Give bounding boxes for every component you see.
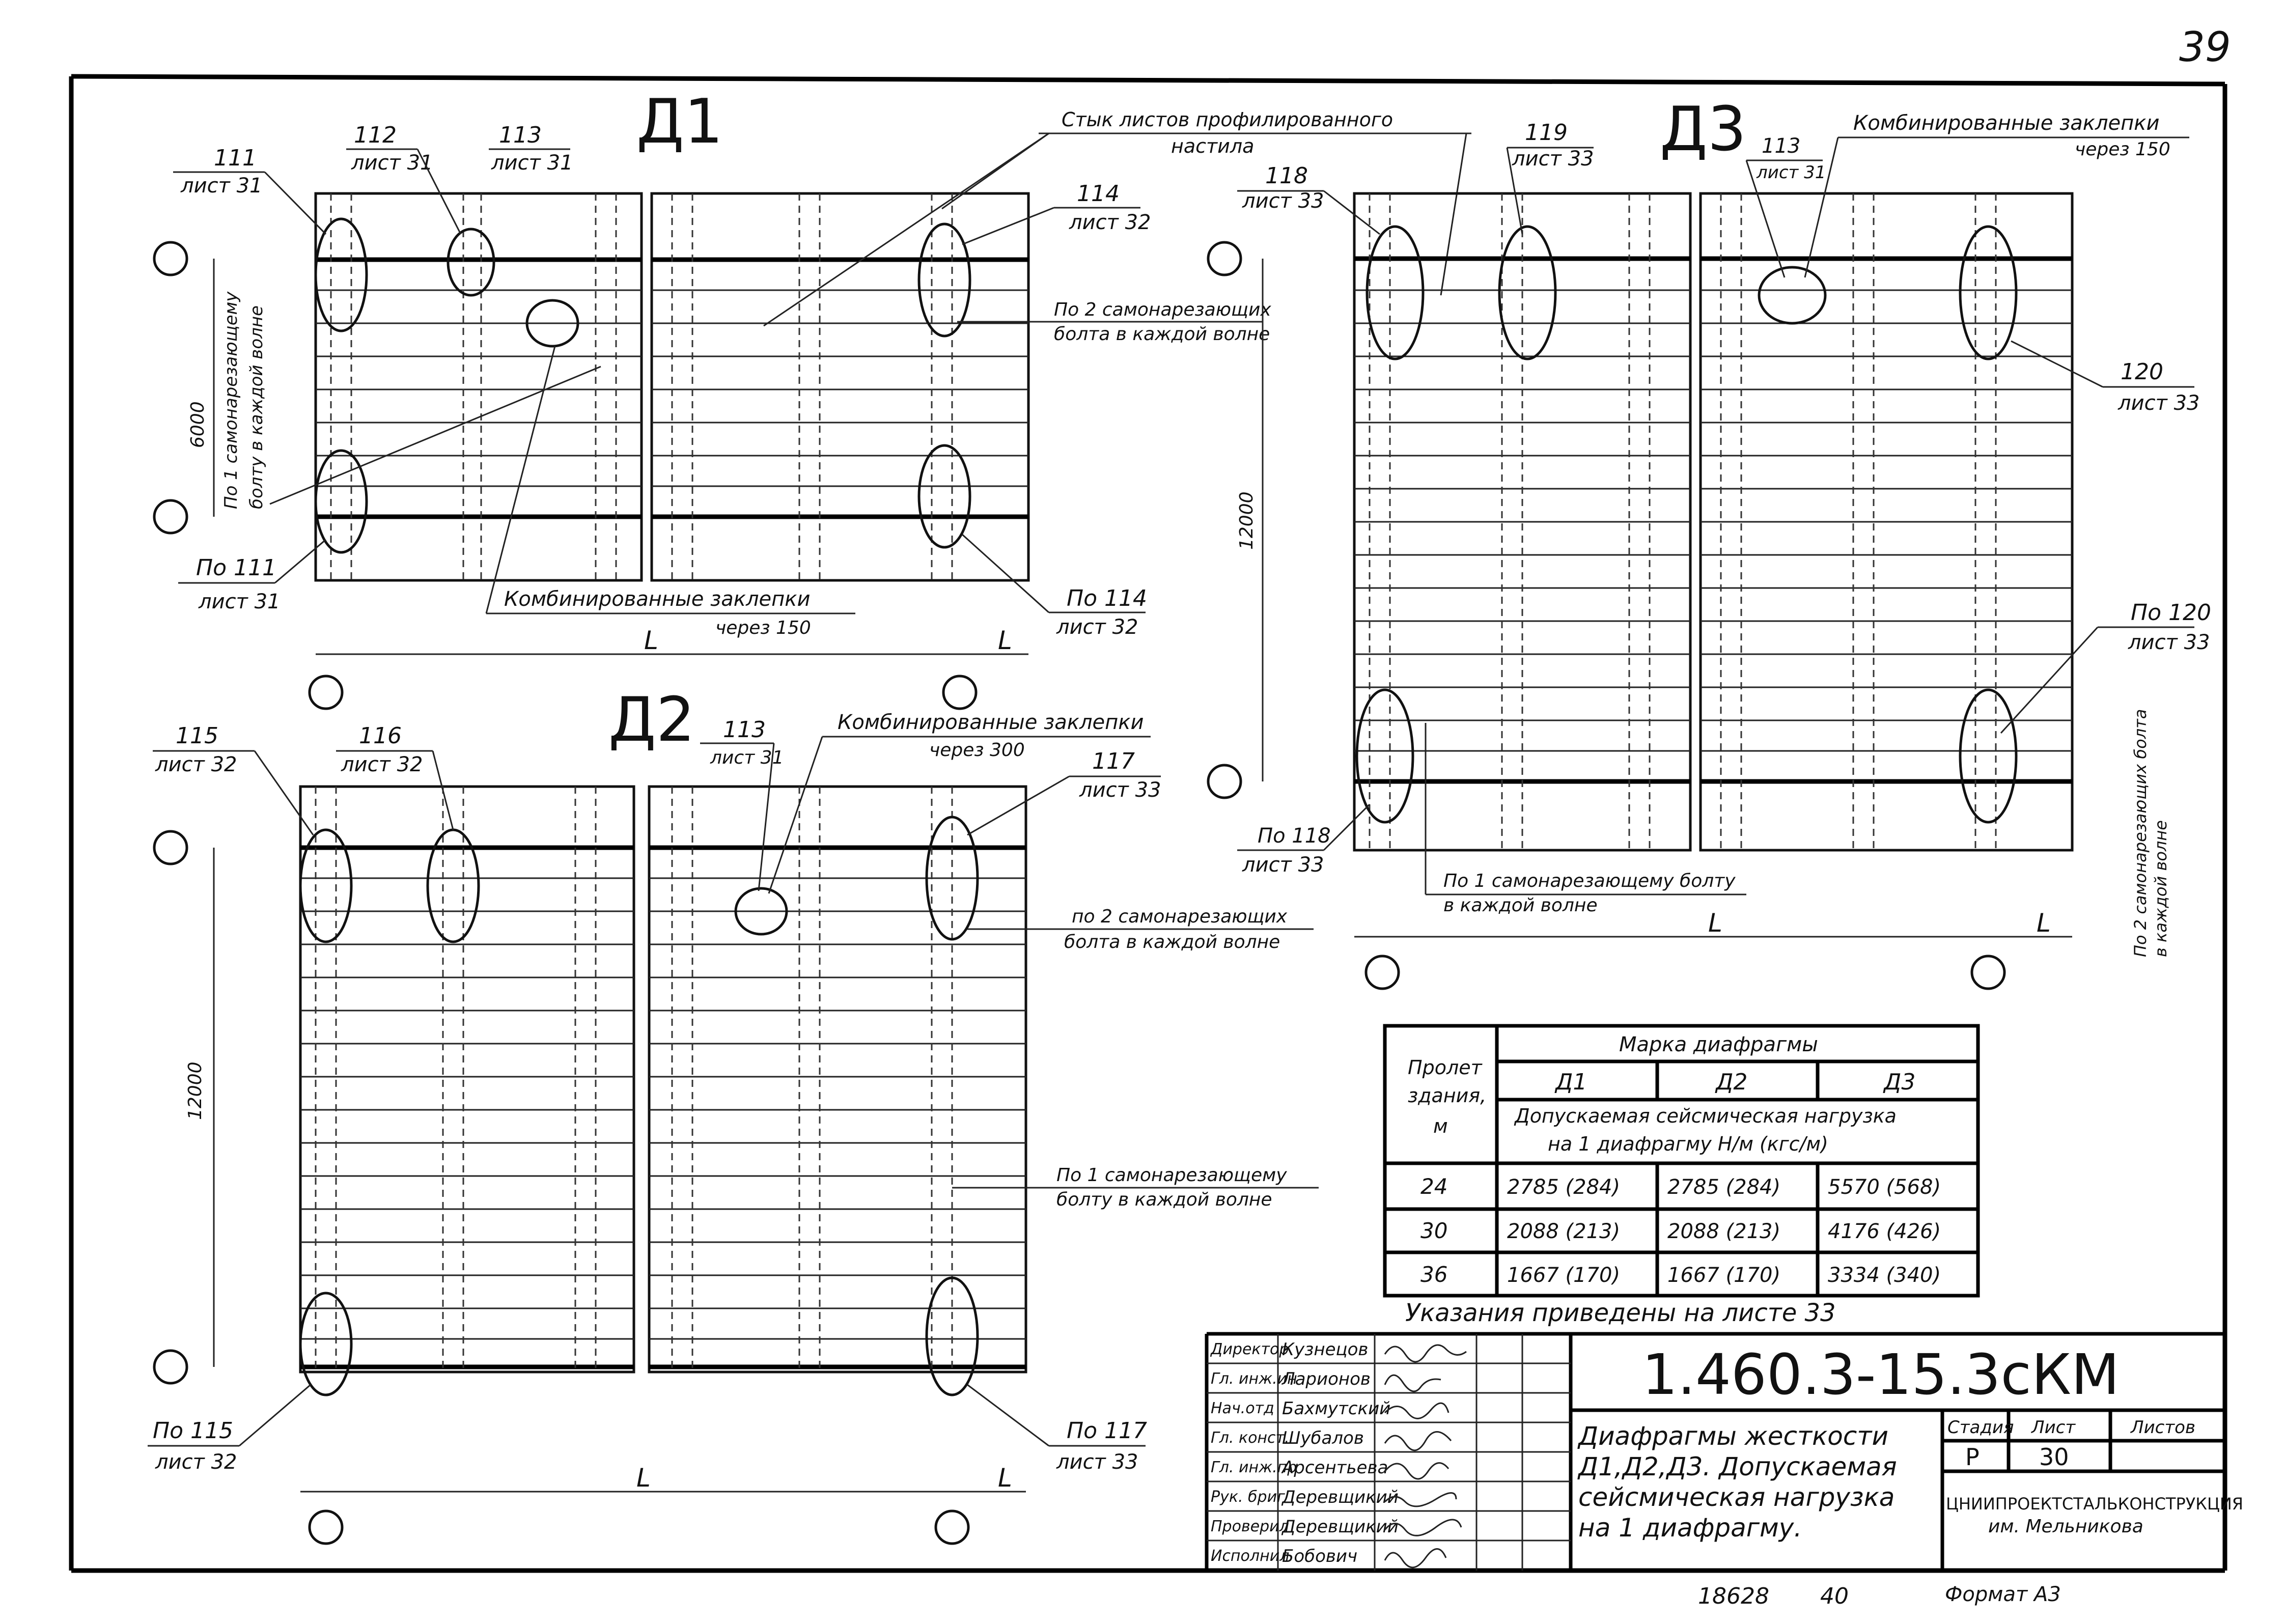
d2-callout-po115-sheet: лист 32 [155, 1450, 237, 1474]
d3-note-two-bolts-vertical-line1: По 2 самонарезающих болта [2131, 709, 2150, 957]
d2-note-one-bolt-line2: болту в каждой волне [1056, 1189, 1272, 1210]
d1-oval-111 [316, 219, 367, 331]
d3-support-left [1366, 956, 1399, 989]
signature-role: Гл. инж.пр [1211, 1459, 1297, 1476]
d3-callout-120-sheet: лист 33 [2118, 391, 2200, 415]
d2-callout-117-sheet: лист 33 [1079, 778, 1161, 802]
table-cell-d2: 2785 (284) [1667, 1175, 1781, 1199]
footer-number-mid: 40 [1820, 1583, 1849, 1609]
d2-callout-116-num: 116 [359, 723, 402, 749]
d2-support-top [154, 831, 187, 864]
d3-oval-po118 [1357, 690, 1413, 822]
d2-callout-115-num: 115 [176, 723, 218, 749]
d3-title: Д3 [1660, 94, 1747, 165]
signature-role: Рук. бриг [1211, 1488, 1285, 1506]
d2-callout-117-num: 117 [1092, 748, 1135, 774]
title-block [1207, 1334, 2243, 1571]
footer-number-left: 18628 [1698, 1583, 1769, 1609]
d2-panel-right [649, 787, 1026, 1372]
d2-support-left [310, 1511, 342, 1544]
d3-note-rivets-line1: Комбинированные заклепки [1853, 111, 2160, 135]
d2-note-two-bolts-line1: по 2 самонарезающих [1072, 906, 1288, 927]
d3-note-rivets-line2: через 150 [2075, 139, 2170, 160]
d1-callout-114-num: 114 [1077, 181, 1120, 207]
d2-callout-po117-num: По 117 [1067, 1418, 1147, 1444]
d3-callout-118-sheet: лист 33 [1242, 189, 1324, 213]
signature-name: Шубалов [1282, 1428, 1364, 1448]
table-cell-d1: 2785 (284) [1507, 1175, 1621, 1199]
table-cell-span: 24 [1420, 1174, 1448, 1199]
d3-support-bottom [1208, 765, 1241, 798]
sheet-value: 30 [2039, 1443, 2069, 1471]
table-cell-d3: 4176 (426) [1828, 1220, 1941, 1243]
org-line2: им. Мельникова [1988, 1516, 2143, 1537]
d3-callout-119-num: 119 [1525, 120, 1568, 146]
d1-note-one-bolt-line1: По 1 самонарезающему [221, 291, 241, 509]
d2-support-bottom [154, 1351, 187, 1383]
d1-note-two-bolts-line1: По 2 самонарезающих [1054, 299, 1271, 320]
d3-oval-118 [1367, 227, 1423, 359]
d1-dim-L-right: L [998, 626, 1012, 655]
table-col-d2: Д2 [1716, 1069, 1748, 1095]
signature-name: Ларионов [1282, 1369, 1371, 1389]
d3-support-right [1972, 956, 2004, 989]
d3-dim-L-right: L [2037, 908, 2051, 938]
signature-scribble [1385, 1549, 1446, 1567]
d1-note-rivets-line1: Комбинированные заклепки [504, 587, 811, 611]
table-col-d1: Д1 [1555, 1069, 1587, 1095]
title-line1: Диафрагмы жесткости [1578, 1421, 1889, 1451]
signature-role: Директор [1211, 1340, 1289, 1358]
signature-role: Нач.отд [1211, 1399, 1274, 1417]
d3-panel-left [1354, 193, 1690, 850]
d3-callout-113-num: 113 [1762, 134, 1801, 158]
d1-callout-111-num: 111 [214, 145, 257, 171]
d1-note-seam-line1: Стык листов профилированного [1062, 108, 1394, 131]
d1-callout-po114-sheet: лист 32 [1056, 615, 1138, 639]
d1-callout-112-num: 112 [354, 122, 397, 148]
table-cell-d2: 2088 (213) [1667, 1220, 1781, 1243]
d3-callout-119-sheet: лист 33 [1512, 147, 1594, 171]
d1-note-seam-line2: настила [1171, 135, 1255, 157]
d1-support-top [154, 242, 187, 275]
d1-note-two-bolts-line2: болта в каждой волне [1054, 324, 1270, 345]
stage-label: Стадия [1947, 1417, 2014, 1438]
d3-dim-vertical: 12000 [1236, 491, 1257, 550]
doc-code: 1.460.3-15.3сКМ [1642, 1342, 2120, 1407]
d3-oval-119 [1499, 227, 1555, 359]
table-header-span-l2: здания, [1408, 1084, 1487, 1107]
d1-callout-po111-sheet: лист 31 [199, 590, 281, 613]
title-line4: на 1 диафрагму. [1578, 1513, 1802, 1543]
table-subheader-line1: Допускаемая сейсмическая нагрузка [1515, 1105, 1897, 1127]
footer-format: Формат А3 [1945, 1583, 2061, 1606]
table-cell-span: 36 [1420, 1262, 1448, 1287]
signature-scribble [1385, 1375, 1441, 1391]
d2-support-right [936, 1511, 968, 1544]
table-cell-d3: 5570 (568) [1828, 1175, 1941, 1199]
d2-note-two-bolts-line2: болта в каждой волне [1064, 932, 1280, 953]
signature-scribble [1385, 1403, 1448, 1418]
d2-dim-L-left: L [636, 1463, 651, 1493]
d1-callout-114-sheet: лист 32 [1069, 211, 1151, 234]
table-cell-d2: 1667 (170) [1667, 1264, 1781, 1287]
d3-note-one-bolt-line1: По 1 самонарезающему болту [1443, 871, 1736, 891]
d1-panel-right [652, 193, 1028, 580]
d1-support-right [943, 676, 976, 709]
d1-callout-po111-num: По 111 [196, 555, 276, 581]
instructions-note: Указания приведены на листе 33 [1405, 1299, 1836, 1327]
d2-title: Д2 [608, 685, 695, 755]
signature-name: Бобович [1282, 1546, 1358, 1566]
sheets-label: Листов [2131, 1417, 2196, 1438]
d2-dim-L-right: L [998, 1463, 1012, 1493]
d2-callout-116-sheet: лист 32 [341, 753, 423, 776]
d1-title: Д1 [636, 87, 723, 157]
signature-name: Деревщикий [1282, 1487, 1399, 1507]
d1-oval-po111 [316, 451, 367, 552]
d2-callout-115-sheet: лист 32 [155, 753, 237, 776]
d1-callout-po114-num: По 114 [1067, 585, 1147, 611]
d3-support-top [1208, 242, 1241, 275]
d1-oval-po114 [919, 445, 970, 547]
signature-role: Гл. инж.ин [1211, 1370, 1297, 1388]
table-cell-d3: 3334 (340) [1828, 1264, 1941, 1287]
d3-callout-113-sheet: лист 31 [1757, 162, 1826, 183]
title-line3: сейсмическая нагрузка [1578, 1482, 1895, 1512]
table-subheader-line2: на 1 диафрагму Н/м (кгс/м) [1548, 1133, 1828, 1155]
load-table [1385, 1026, 1978, 1296]
d1-dim-vertical: 6000 [187, 401, 208, 448]
d2-callout-113-num: 113 [723, 717, 766, 743]
table-header-mark: Марка диафрагмы [1619, 1033, 1818, 1056]
table-header-span-l1: Пролет [1408, 1056, 1482, 1079]
d3-callout-po118-sheet: лист 33 [1242, 853, 1324, 877]
d3-callout-po120-sheet: лист 33 [2128, 631, 2210, 654]
d3-note-one-bolt-line2: в каждой волне [1443, 895, 1598, 916]
d3-oval-113 [1759, 267, 1825, 323]
d3-note-two-bolts-vertical-line2: в каждой волне [2151, 820, 2170, 957]
d1-oval-114 [919, 224, 970, 336]
signature-name: Арсентьева [1282, 1458, 1388, 1478]
d1-callout-112-sheet: лист 31 [351, 151, 433, 175]
table-col-d3: Д3 [1884, 1069, 1916, 1095]
signature-scribble [1385, 1345, 1466, 1362]
signature-scribble [1385, 1463, 1448, 1479]
frame-top [71, 76, 2225, 84]
signature-name: Деревщикий [1282, 1517, 1399, 1537]
d2-callout-po115-num: По 115 [153, 1418, 233, 1444]
d3-oval-po120 [1960, 690, 2016, 822]
d1-note-rivets-line2: через 150 [715, 618, 811, 638]
title-line2: Д1,Д2,Д3. Допускаемая [1578, 1452, 1897, 1481]
signature-scribble [1385, 1432, 1451, 1450]
diagram-d2 [148, 685, 1319, 1544]
d1-oval-112 [448, 229, 494, 295]
table-cell-d1: 1667 (170) [1507, 1264, 1621, 1287]
org-line1: ЦНИИПРОЕКТСТАЛЬКОНСТРУКЦИЯ [1946, 1494, 2243, 1514]
d1-callout-111-sheet: лист 31 [181, 174, 263, 198]
table-header-span-l3: м [1433, 1115, 1448, 1137]
d2-callout-113-sheet: лист 31 [710, 747, 784, 768]
signature-role: Проверил [1211, 1518, 1289, 1535]
d1-support-bottom [154, 500, 187, 533]
d2-note-rivets-line1: Комбинированные заклепки [838, 711, 1144, 734]
d1-note-one-bolt-line2: болту в каждой волне [246, 305, 267, 509]
d3-oval-120 [1960, 227, 2016, 359]
sheet-label: Лист [2031, 1417, 2076, 1438]
signature-role: Гл. конст. [1211, 1429, 1290, 1447]
d1-callout-113-num: 113 [499, 122, 542, 148]
d1-dim-L-left: L [644, 626, 658, 655]
d3-dim-L-left: L [1708, 908, 1722, 938]
stage-value: Р [1965, 1443, 1980, 1471]
d2-dim-vertical: 12000 [185, 1061, 206, 1120]
d2-callout-po117-sheet: лист 33 [1056, 1450, 1138, 1474]
d1-callout-113-sheet: лист 31 [491, 151, 573, 175]
d2-note-one-bolt-line1: По 1 самонарезающему [1056, 1165, 1287, 1186]
signature-role: Исполнил [1211, 1547, 1290, 1565]
d3-callout-po118-num: По 118 [1258, 824, 1331, 848]
table-cell-span: 30 [1420, 1218, 1448, 1243]
d3-callout-120-num: 120 [2121, 359, 2163, 385]
d3-callout-118-num: 118 [1265, 163, 1308, 189]
diagram-d3 [1208, 94, 2211, 989]
signature-name: Бахмутский [1282, 1398, 1391, 1419]
sheet-corner-number: 39 [2179, 23, 2231, 71]
signature-name: Кузнецов [1282, 1339, 1369, 1360]
d1-support-left [310, 676, 342, 709]
d3-callout-po120-num: По 120 [2131, 600, 2211, 626]
table-cell-d1: 2088 (213) [1507, 1220, 1621, 1243]
d2-note-rivets-line2: через 300 [929, 740, 1025, 761]
